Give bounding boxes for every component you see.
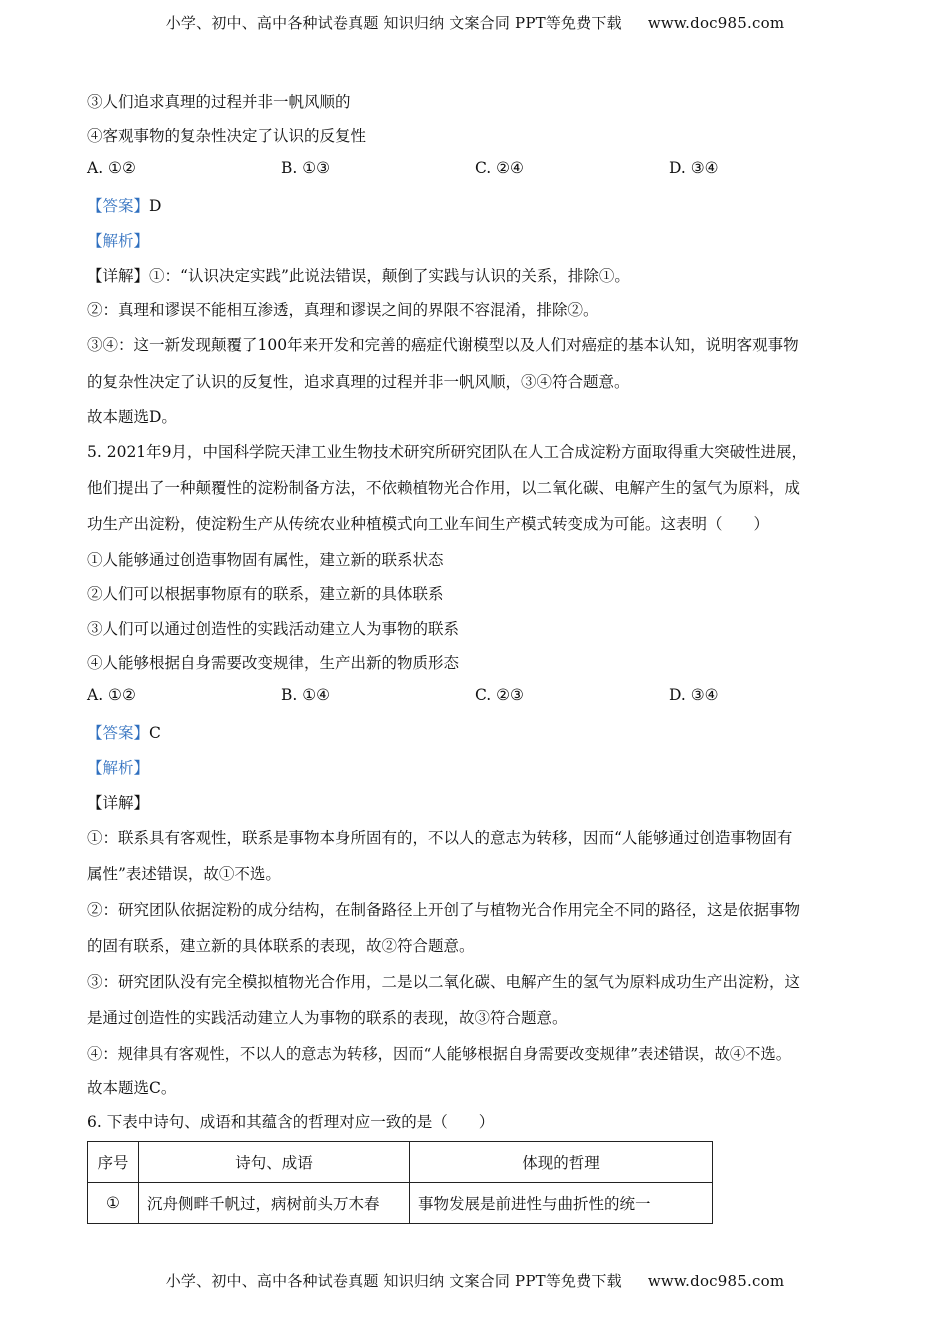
q5-detail-2b: 的固有联系，建立新的具体联系的表现，故②符合题意。 [87,937,475,955]
q5-detail-3b: 是通过创造性的实践活动建立人为事物的联系的表现，故③符合题意。 [87,1009,568,1027]
q4-detail-3a: ③④：这一新发现颠覆了100年来开发和完善的癌症代谢模型以及人们对癌症的基本认知，说明客观事物 [87,336,799,354]
page-footer [0,1270,950,1291]
table-header-cell: 诗句、成语 [139,1142,410,1183]
q5-stem-2: 他们提出了一种颠覆性的淀粉制备方法，不依赖植物光合作用，以二氧化碳、电解产生的氢气为原料，成 [87,479,801,497]
answer-value: C [149,724,161,742]
answer-tag: 【答案】 [87,724,150,742]
q5-statement-4: ④人能够根据自身需要改变规律，生产出新的物质形态 [87,654,460,672]
page-header [0,12,950,33]
answer-value: D [149,197,162,215]
header-text: 小学、初中、高中各种试卷真题 知识归纳 文案合同 PPT等免费下载 [165,14,622,32]
table-cell: 沉舟侧畔千帆过，病树前头万木春 [139,1183,410,1224]
q5-option-b: B. ①④ [281,686,331,704]
q5-statement-2: ②人们可以根据事物原有的联系，建立新的具体联系 [87,585,444,603]
q5-stem-1: 5. 2021年9月，中国科学院天津工业生物技术研究所研究团队在人工合成淀粉方面取得重大突破性进展， [87,443,808,461]
q5-conclusion: 故本题选C。 [87,1079,177,1097]
q5-options [87,686,877,706]
q4-option-a: A. ①② [87,159,136,177]
q5-detail-3a: ③：研究团队没有完全模拟植物光合作用，二是以二氧化碳、电解产生的氢气为原料成功生产出淀粉，这 [87,973,801,991]
q5-statement-1: ①人能够通过创造事物固有属性，建立新的联系状态 [87,551,444,569]
q5-answer [87,721,161,743]
table-row [88,1183,713,1224]
q5-option-a: A. ①② [87,686,136,704]
table-header-row [88,1142,713,1183]
table-header-cell: 体现的哲理 [410,1142,713,1183]
q5-detail-tag: 【详解】 [87,794,150,812]
q5-analysis-tag: 【解析】 [87,759,150,777]
table-header-cell: 序号 [88,1142,139,1183]
detail-text: ①：“认识决定实践”此说法错误，颠倒了实践与认识的关系，排除①。 [149,267,630,285]
q5-stem-3: 功生产出淀粉，使淀粉生产从传统农业种植模式向工业车间生产模式转变成为可能。这表明（ ） [87,515,770,533]
table-cell: 事物发展是前进性与曲折性的统一 [410,1183,713,1224]
q6-table [87,1141,713,1224]
table-cell: ① [88,1183,139,1224]
detail-tag: 【详解】 [87,267,150,285]
q5-option-d: D. ③④ [669,686,719,704]
q4-option-d: D. ③④ [669,159,719,177]
header-url[interactable]: www.doc985.com [647,14,785,32]
q4-statement-3: ③人们追求真理的过程并非一帆风顺的 [87,93,351,111]
q5-detail-4: ④：规律具有客观性，不以人的意志为转移，因而“人能够根据自身需要改变规律”表述错误，故④不选。 [87,1045,792,1063]
q4-detail-3b: 的复杂性决定了认识的反复性，追求真理的过程并非一帆风顺，③④符合题意。 [87,373,630,391]
q5-detail-1b: 属性”表述错误，故①不选。 [87,865,281,883]
q4-detail-2: ②：真理和谬误不能相互渗透，真理和谬误之间的界限不容混淆，排除②。 [87,301,599,319]
q4-answer [87,194,161,216]
q5-detail-2a: ②：研究团队依据淀粉的成分结构，在制备路径上开创了与植物光合作用完全不同的路径，这是依据事物 [87,901,801,919]
footer-url[interactable]: www.doc985.com [647,1272,785,1290]
q6-stem: 6. 下表中诗句、成语和其蕴含的哲理对应一致的是（ ） [87,1113,495,1131]
footer-text: 小学、初中、高中各种试卷真题 知识归纳 文案合同 PPT等免费下载 [165,1272,622,1290]
q4-conclusion: 故本题选D。 [87,408,177,426]
answer-tag: 【答案】 [87,197,150,215]
q4-analysis-tag: 【解析】 [87,232,150,250]
q4-statement-4: ④客观事物的复杂性决定了认识的反复性 [87,127,367,145]
q4-options [87,159,877,179]
q4-option-c: C. ②④ [475,159,524,177]
q5-statement-3: ③人们可以通过创造性的实践活动建立人为事物的联系 [87,620,460,638]
q4-option-b: B. ①③ [281,159,331,177]
q5-detail-1a: ①：联系具有客观性，联系是事物本身所固有的，不以人的意志为转移，因而“人能够通过创造事物固有 [87,829,793,847]
q5-option-c: C. ②③ [475,686,524,704]
q4-detail-1 [87,264,630,286]
